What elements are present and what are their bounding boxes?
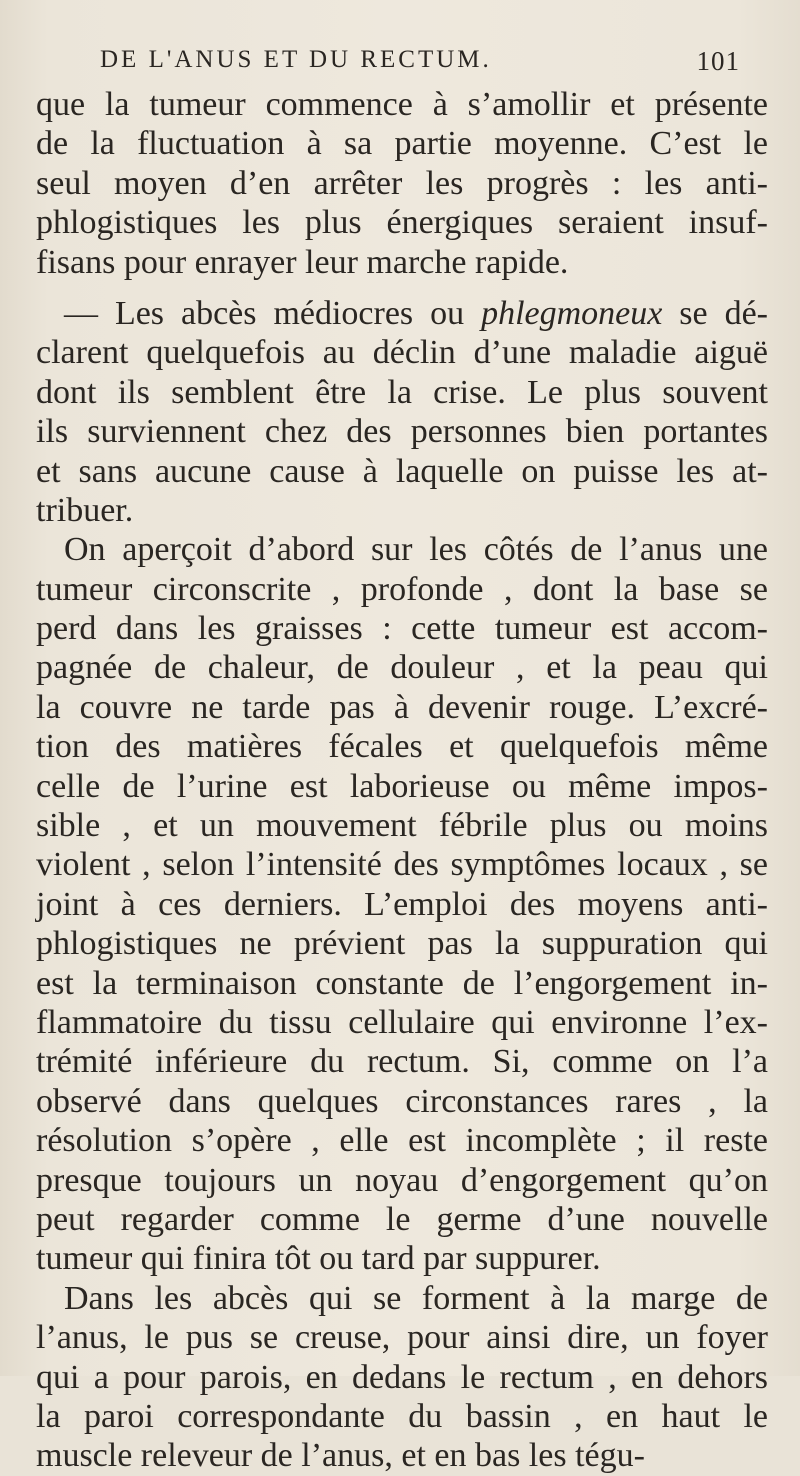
text-line: tumeur circonscrite , profonde , dont la base se [36,570,768,608]
text-line: flammatoire du tissu cellulaire qui environne l’ex- [36,1003,768,1041]
paragraph [36,530,768,1278]
text-line: qui a pour parois, en dedans le rectum , en dehors [36,1358,768,1396]
running-head [100,40,740,80]
body-text [36,85,768,1476]
text-line: tumeur qui finira tôt ou tard par suppurer. [36,1240,601,1278]
text-line: ils surviennent chez des personnes bien portantes [36,413,768,451]
text-line: tribuer. [36,491,134,529]
text-line: tion des matières fécales et quelquefois même [36,728,768,766]
text-line: presque toujours un noyau d’engorgement qu’on [36,1161,768,1199]
paragraph-container [36,85,768,1476]
text-line: de la fluctuation à sa partie moyenne. C’est le [36,125,768,163]
italic-term: phlegmoneux [481,294,663,332]
text-line: la paroi correspondante du bassin , en haut le [36,1397,768,1435]
paragraph-gap [36,282,768,294]
page-number: 101 [696,46,740,76]
text-line: Dans les abcès qui se forment à la marge de [64,1279,768,1317]
text-line: phlogistiques ne prévient pas la suppuration qui [36,925,768,963]
text-line: sible , et un mouvement fébrile plus ou moins [36,807,768,845]
text-line: fisans pour enrayer leur marche rapide. [36,243,569,281]
text-line: la couvre ne tarde pas à devenir rouge. L’excré- [36,688,768,726]
text-line: phlogistiques les plus énergiques seraient insuf- [36,204,768,242]
text-line: clarent quelquefois au déclin d’une maladie aiguë [36,334,768,372]
text-line: muscle releveur de l’anus, et en bas les tégu- [36,1437,645,1475]
text-line: perd dans les graisses : cette tumeur est accom- [36,610,768,648]
text-line: est la terminaison constante de l’engorgement in- [36,964,768,1002]
text-line: joint à ces derniers. L’emploi des moyens anti- [36,885,768,923]
paragraph [36,294,768,530]
text-line: que la tumeur commence à s’amollir et présente [36,86,768,123]
text-line: seul moyen d’en arrêter les progrès : les anti- [36,164,768,202]
text-line: dont ils semblent être la crise. Le plus souvent [36,373,768,411]
text-line: pagnée de chaleur, de douleur , et la peau qui [36,649,768,687]
text-line: — Les abcès médiocres ou phlegmoneux se dé- [64,294,768,332]
text-line: celle de l’urine est laborieuse ou même impos- [36,767,768,805]
text-line: violent , selon l’intensité des symptômes locaux , se [36,846,768,884]
text-line: résolution s’opère , elle est incomplète ; il reste [36,1122,768,1160]
running-title: DE L'ANUS ET DU RECTUM. [100,46,492,73]
text-line: peut regarder comme le germe d’une nouvelle [36,1200,768,1238]
paragraph [36,1279,768,1476]
paragraph [36,85,768,282]
text-line: trémité inférieure du rectum. Si, comme on l’a [36,1043,768,1081]
text-line: observé dans quelques circonstances rares , la [36,1082,768,1120]
text-line: l’anus, le pus se creuse, pour ainsi dire, un foyer [36,1319,768,1357]
text-line: On aperçoit d’abord sur les côtés de l’anus une [64,531,768,569]
text-line: et sans aucune cause à laquelle on puisse les at- [36,452,768,490]
